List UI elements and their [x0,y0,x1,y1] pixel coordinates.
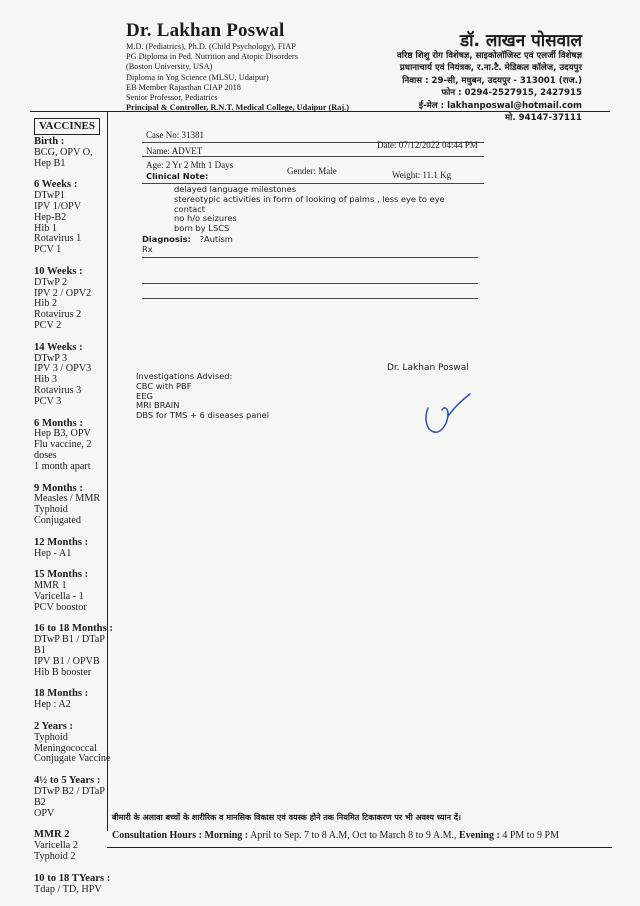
vaccine-heading: 12 Months : [34,536,89,548]
vaccine-section-12-months [34,538,114,560]
vaccine-item: DTwP B1 / DTaP B1 [34,634,105,657]
vaccine-heading: 14 Weeks : [34,341,83,353]
vaccine-item: Hib B booster [34,666,92,678]
hindi-contact-block [397,50,582,124]
hindi-line: प्रधानाचार्य एवं नियंत्रक, र.ना.टै. मेडिकल कॉलेज, उदयपुर [399,63,582,74]
vaccine-item: Rotavirus 1 [34,233,82,245]
vaccine-item: Varicella - 1 [34,590,84,602]
vaccine-item: Meningococcal [34,742,97,754]
vaccine-section-4-5-years [34,776,114,819]
vaccine-item: Hep B3, OPV [34,428,91,440]
consultation-hours [112,830,559,841]
vaccine-heading: 10 to 18 TYears : [34,872,111,884]
clinical-note-lines [174,185,445,234]
vaccine-item: Measles / MMR [34,493,101,505]
clinical-note-line: contact [174,203,206,214]
vaccine-section-10-18-years [34,874,114,896]
consult-evening-label: Evening : [458,830,500,841]
investigation-item: MRI BRAIN [136,400,180,411]
qualification-line: Diploma in Yog Science (MLSU, Udaipur) [126,72,269,82]
hindi-line: निवास : 29-सी, मधुबन, उदयपुर - 313001 (राज.) [402,75,582,86]
vaccine-item: Tdap / TD, HPV [34,883,102,895]
vaccine-heading: 4½ to 5 Years : [34,775,101,787]
vaccine-item: Conjugate Vaccine [34,753,111,765]
vaccines-title: VACCINES [34,118,100,135]
vaccine-heading: 2 Years : [34,721,74,733]
vaccine-item: IPV 3 / OPV3 [34,363,92,375]
vaccine-item: Hib 2 [34,298,57,310]
vaccine-item: DTwP 3 [34,352,68,364]
vaccine-item: Typhoid 2 [34,851,76,863]
vaccine-section-16-18-months [34,624,114,678]
vaccine-section-6-weeks [34,180,114,256]
case-number: Case No: 31381 [146,130,204,140]
qualification-line: EB Member Rajasthan CIAP 2018 [126,82,241,92]
vaccine-heading: 15 Months : [34,569,89,581]
vaccine-item: Hep B1 [34,157,66,169]
clinical-note-line: born by LSCS [174,223,230,234]
vaccine-item: MMR 1 [34,580,67,592]
vaccine-section-15-months [34,570,114,613]
clinical-note-line: no h/o seizures [174,213,237,224]
investigations-heading: Investigations Advised: [136,371,233,381]
vaccine-item: Flu vaccine, 2 doses [34,439,92,461]
vaccine-item: Hep - A1 [34,547,72,559]
vaccine-section-14-weeks [34,343,114,408]
vaccine-heading: Birth : [34,136,65,147]
visit-date: Date: 07/12/2022 04:44 PM [377,140,478,150]
vaccine-schedule [34,137,114,906]
hindi-line: ई-मेल : lakhanposwal@hotmail.com [418,100,582,111]
form-underline [142,156,484,157]
rx-line [142,298,478,299]
hindi-line: फोन : 0294-2527915, 2427915 [441,88,582,99]
vaccine-item: DTwP 2 [34,276,68,288]
vaccine-item: Hib 1 [34,222,57,234]
header-divider [30,111,610,112]
qualification-line: (Boston University, USA) [126,62,213,72]
signature-name: Dr. Lakhan Poswal [387,363,469,373]
vaccine-section-6-months [34,419,114,473]
vaccine-item: PCV boostor [34,601,87,613]
investigation-item: EEG [136,390,153,401]
vaccine-item: OPV [34,807,55,819]
vaccine-section-mmr2 [34,830,114,862]
diagnosis-row [142,235,233,245]
rx-label: Rx [142,244,153,254]
vaccine-heading: 18 Months : [34,688,89,700]
clinical-note-line: stereotypic activities in form of looking of palms , less eye to eye [174,193,445,204]
vaccine-item: Hep : A2 [34,699,71,711]
clinical-note-line: delayed language milestones [174,184,297,194]
rx-line [142,257,478,258]
vaccine-item: Varicella 2 [34,840,78,852]
qualifications-block [126,42,356,113]
vaccine-heading: 6 Months : [34,417,83,429]
qualification-line: Senior Professor, Pediatrics [126,93,218,103]
patient-age: Age: 2 Yr 2 Mth 1 Days [146,160,234,170]
vaccine-section-10-weeks [34,267,114,332]
signature-mark [418,392,474,438]
vaccine-heading: 6 Weeks : [34,179,78,191]
patient-weight: Weight: 11.1 Kg [392,170,452,180]
footer-hindi-note: बीमारी के अलावा बच्चों के शारीरिक व मानसिक विकास एवं वयस्क होने तक नियमित टिकाकरण पर भी अवश्य ध्यान दें। [112,813,462,822]
hindi-line: वरिष्ठ शिशु रोग विशेषज्ञ, साइकोलॉजिस्ट एवं एलर्जी विशेषज्ञ [396,51,582,61]
consult-evening: 4 PM to 9 PM [502,830,559,841]
vaccine-item: Typhoid [34,731,68,743]
rx-line [142,283,478,284]
consult-label: Consultation Hours : Morning : [112,830,249,841]
vaccine-item: IPV 2 / OPV2 [34,287,92,299]
vaccine-section-18-months [34,689,114,711]
vaccine-item: IPV 1/OPV [34,200,82,212]
doctor-name-hindi: डॉ. लाखन पोसवाल [460,31,582,51]
investigation-item: DBS for TMS + 6 diseases panel [136,410,270,421]
vaccine-heading: 16 to 18 Months : [34,623,113,635]
vaccine-item: BCG, OPV O, [34,146,93,158]
consult-morning: April to Sep. 7 to 8 A.M, Oct to March 8 to 9 A.M., [250,830,457,841]
qualification-line: M.D. (Pediatrics), Ph.D. (Child Psychology), FIAP [126,42,296,51]
doctor-name: Dr. Lakhan Poswal [126,20,285,41]
patient-gender: Gender: Male [287,166,337,176]
investigation-item: CBC with PBF [136,380,192,391]
investigations-block [136,372,269,421]
vaccine-item: DTwP B2 / DTaP B2 [34,786,105,808]
vaccine-item: Hep-B2 [34,211,67,223]
vaccine-item: Typhoid Conjugated [34,504,81,526]
clinical-note-heading: Clinical Note: [146,171,209,181]
diagnosis-value: ?Autism [199,234,233,244]
vaccine-item: DTwP1 [34,190,65,202]
vaccine-item: PCV 3 [34,395,62,407]
vaccine-section-2-years [34,722,114,765]
qualification-line: Principal & Controller, R.N.T. Medical College, Udaipur (Raj.) [126,103,349,113]
vaccine-item: IPV B1 / OPVB [34,655,100,667]
vaccine-item: 1 month apart [34,460,91,472]
footer-divider [107,847,612,848]
vaccine-section-9-months [34,484,114,527]
vaccine-heading: MMR 2 [34,829,70,841]
hindi-line: मो. 94147-37111 [505,113,582,124]
vaccine-item: Hib 3 [34,374,57,386]
vaccine-item: PCV 1 [34,244,62,256]
vaccine-item: PCV 2 [34,319,62,331]
vaccine-item: Rotavirus 3 [34,384,82,396]
vaccine-item: Rotavirus 2 [34,309,82,321]
patient-name: Name: ADVET [146,146,203,156]
qualification-line: PG Diploma in Ped. Nutrition and Atopic Disorders [126,52,298,62]
vaccine-heading: 9 Months : [34,482,83,494]
vaccine-heading: 10 Weeks : [34,265,83,277]
vaccine-section-birth [34,137,114,169]
diagnosis-label: Diagnosis: [142,234,191,244]
